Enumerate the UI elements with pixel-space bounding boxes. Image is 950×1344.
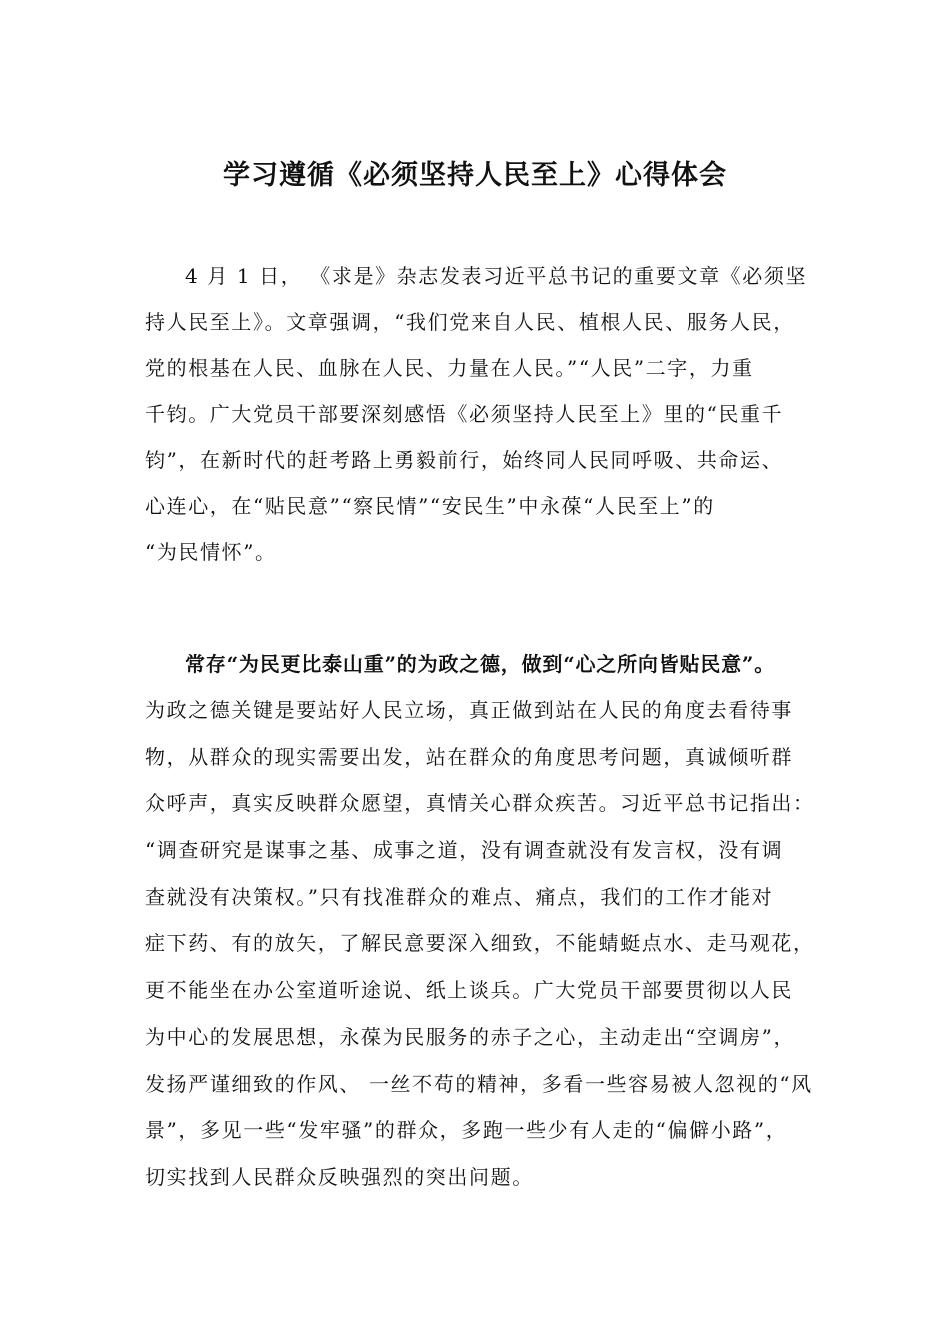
paragraph-line: 众呼声，真实反映群众愿望，真情关心群众疾苦。习近平总书记指出： xyxy=(145,791,815,816)
paragraph-line: 查就没有决策权。”只有找准群众的难点、痛点，我们的工作才能对 xyxy=(145,884,774,909)
section-heading: 常存“为民更比泰山重”的为政之德，做到“心之所向皆贴民意”。 xyxy=(185,652,776,676)
paragraph-line: 发扬严谨细致的作风、 一丝不苟的精神，多看一些容易被人忽视的“风 xyxy=(145,1071,813,1096)
paragraph-line: 景”，多见一些“发牢骚”的群众，多跑一些少有人走的“偏僻小路”， xyxy=(145,1118,788,1143)
paragraph-line: “调查研究是谋事之基、成事之道，没有调查就没有发言权，没有调 xyxy=(145,838,784,863)
paragraph-line: 切实找到人民群众反映强烈的突出问题。 xyxy=(145,1164,534,1189)
paragraph-line: 症下药、有的放矢，了解民意要深入细致，不能蜻蜓点水、走马观花， xyxy=(145,931,815,956)
paragraph-line: 持人民至上》。文章强调，“我们党来自人民、植根人民、服务人民， xyxy=(145,310,795,334)
paragraph-section-body xyxy=(145,694,815,1208)
document-title: 学习遵循《必须坚持人民至上》心得体会 xyxy=(223,160,727,191)
paragraph-line: 为政之德关键是要站好人民立场，真正做到站在人民的角度去看待事 xyxy=(145,698,793,722)
paragraph-line: 4 月 1 日， 《求是》杂志发表习近平总书记的重要文章《必须坚 xyxy=(185,264,808,288)
paragraph-line: 钧”，在新时代的赶考路上勇毅前行，始终同人民同呼吸、共命运、 xyxy=(145,448,784,472)
paragraph-line: “为民情怀”。 xyxy=(145,540,277,564)
paragraph-line: 党的根基在人民、血脉在人民、力量在人民。”“人民”二字，力重 xyxy=(145,356,754,380)
paragraph-intro xyxy=(145,260,808,582)
paragraph-line: 物，从群众的现实需要出发，站在群众的角度思考问题，真诚倾听群 xyxy=(145,744,793,769)
paragraph-line: 心连心，在“贴民意”“察民情”“安民生”中永葆“人民至上”的 xyxy=(145,494,715,518)
paragraph-line: 为中心的发展思想，永葆为民服务的赤子之心，主动走出“空调房”， xyxy=(145,1024,796,1049)
paragraph-line: 千钧。广大党员干部要深刻感悟《必须坚持人民至上》里的“民重千 xyxy=(145,402,784,426)
paragraph-line: 更不能坐在办公室道听途说、纸上谈兵。广大党员干部要贯彻以人民 xyxy=(145,978,793,1003)
